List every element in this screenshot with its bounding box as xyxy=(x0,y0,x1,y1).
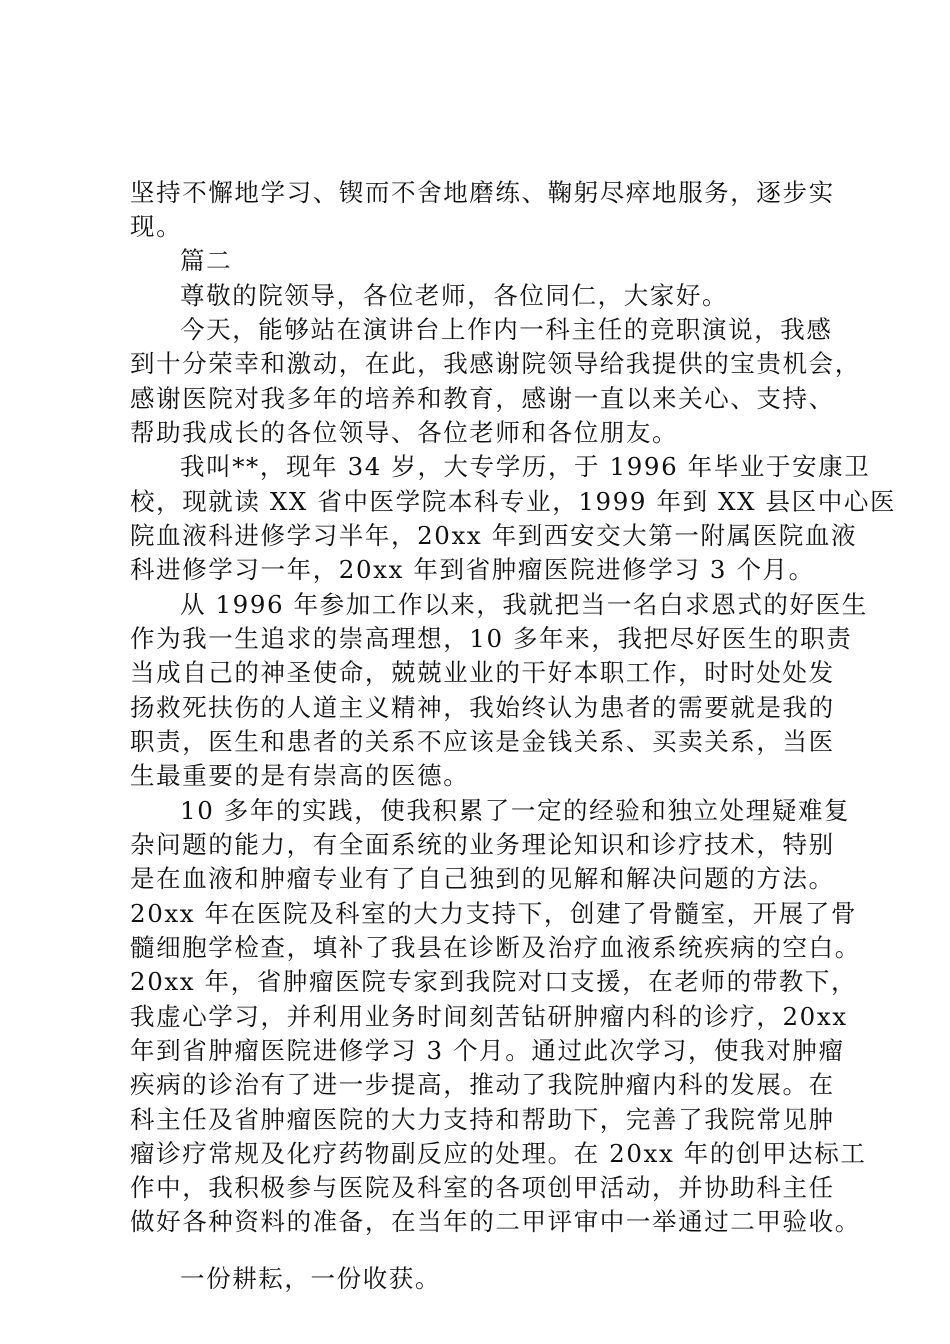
text-line: 感谢医院对我多年的培养和教育，感谢一直以来关心、支持、 xyxy=(130,384,835,413)
text-line: 生最重要的是有崇高的医德。 xyxy=(130,761,470,790)
text-line: 从 1996 年参加工作以来，我就把当一名白求恩式的好医生 xyxy=(180,590,868,619)
text-line: 坚持不懈地学习、锲而不舍地磨练、鞠躬尽瘁地服务，逐步实 xyxy=(130,178,835,207)
text-line: 尊敬的院领导，各位老师，各位同仁，大家好。 xyxy=(180,281,729,310)
text-line: 髓细胞学检查，填补了我县在诊断及治疗血液系统疾病的空白。 xyxy=(130,933,861,962)
text-line: 职责，医生和患者的关系不应该是金钱关系、买卖关系，当医 xyxy=(130,727,835,756)
text-line: 瘤诊疗常规及化疗药物副反应的处理。在 20xx 年的创甲达标工 xyxy=(130,1139,867,1168)
text-line: 科进修学习一年，20xx 年到省肿瘤医院进修学习 3 个月。 xyxy=(130,555,815,584)
text-line: 我虚心学习，并利用业务时间刻苦钻研肿瘤内科的诊疗，20xx xyxy=(130,1002,848,1031)
text-line: 院血液科进修学习半年，20xx 年到西安交大第一附属医院血液 xyxy=(130,521,858,550)
text-line: 扬救死扶伤的人道主义精神，我始终认为患者的需要就是我的 xyxy=(130,693,835,722)
text-line: 今天，能够站在演讲台上作内一科主任的竞职演说，我感 xyxy=(180,315,833,344)
text-line: 20xx 年，省肿瘤医院专家到我院对口支援，在老师的带教下， xyxy=(130,967,858,996)
text-line: 是在血液和肿瘤专业有了自己独到的见解和解决问题的方法。 xyxy=(130,864,835,893)
text-line: 作中，我积极参与医院及科室的各项创甲活动，并协助科主任 xyxy=(130,1173,835,1202)
text-line: 现。 xyxy=(130,212,183,241)
text-line: 当成自己的神圣使命，兢兢业业的干好本职工作，时时处处发 xyxy=(130,658,835,687)
text-line: 科主任及省肿瘤医院的大力支持和帮助下，完善了我院常见肿 xyxy=(130,1105,835,1134)
text-line: 疾病的诊治有了进一步提高，推动了我院肿瘤内科的发展。在 xyxy=(130,1070,835,1099)
text-line: 我叫**，现年 34 岁，大专学历，于 1996 年毕业于安康卫 xyxy=(180,452,871,481)
text-line: 帮助我成长的各位领导、各位老师和各位朋友。 xyxy=(130,418,679,447)
section-heading: 篇二 xyxy=(180,246,233,275)
text-line: 做好各种资料的准备，在当年的二甲评审中一举通过二甲验收。 xyxy=(130,1207,861,1236)
text-line: 一份耕耘，一份收获。 xyxy=(180,1264,441,1293)
text-line: 校，现就读 XX 省中医学院本科专业，1999 年到 XX 县区中心医 xyxy=(130,487,897,516)
text-line: 20xx 年在医院及科室的大力支持下，创建了骨髓室，开展了骨 xyxy=(130,899,858,928)
text-line: 作为我一生追求的崇高理想，10 多年来，我把尽好医生的职责 xyxy=(130,624,853,653)
text-line: 杂问题的能力，有全面系统的业务理论知识和诊疗技术，特别 xyxy=(130,830,835,859)
text-line: 年到省肿瘤医院进修学习 3 个月。通过此次学习，使我对肿瘤 xyxy=(130,1036,845,1065)
text-line: 10 多年的实践，使我积累了一定的经验和独立处理疑难复 xyxy=(180,796,851,825)
text-line: 到十分荣幸和激动，在此，我感谢院领导给我提供的宝贵机会， xyxy=(130,349,861,378)
